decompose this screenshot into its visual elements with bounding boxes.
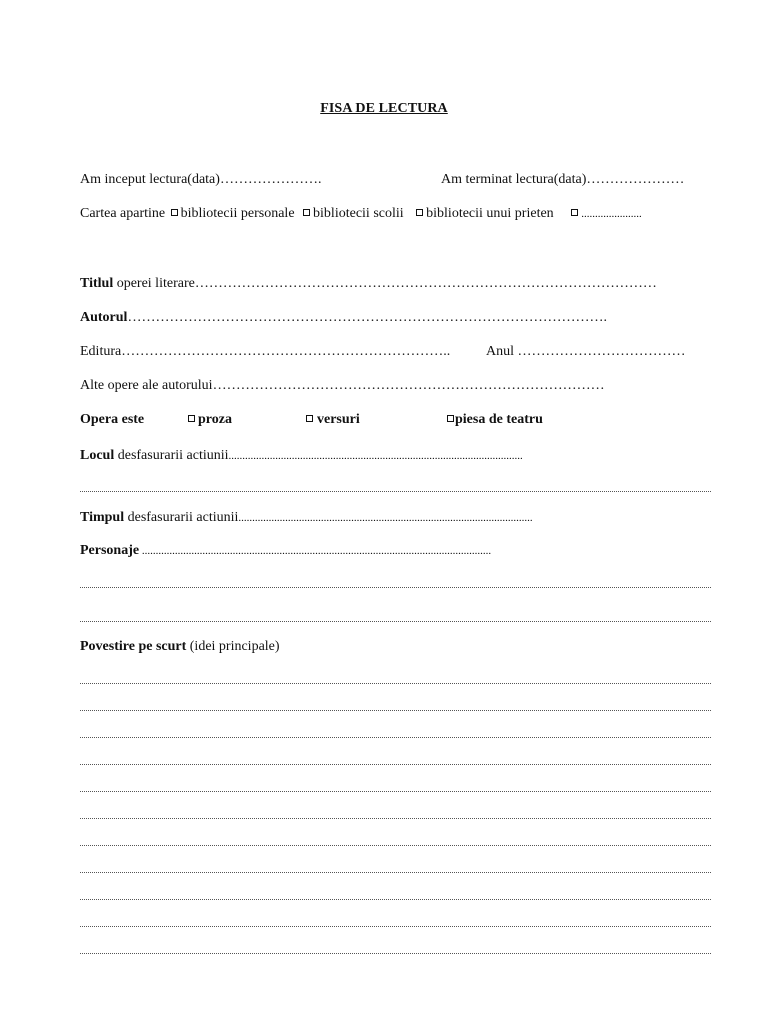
checkbox-school-library[interactable] — [303, 209, 310, 216]
summary-line-11[interactable] — [80, 953, 711, 954]
book-belongs-label: Cartea apartine — [80, 206, 166, 221]
summary-line-4[interactable] — [80, 764, 711, 765]
title-field-label: operei literare — [113, 276, 195, 291]
work-type-label: Opera este — [80, 412, 145, 427]
start-date-dots: …………………. — [219, 172, 322, 187]
option-verse: versuri — [317, 412, 360, 427]
title-field-dots: ……………………………………………………………………………………… — [194, 276, 657, 291]
characters-answer-line-2[interactable] — [80, 621, 711, 622]
option-friend-library: bibliotecii unui prieten — [426, 206, 554, 221]
place-label-bold: Locul — [80, 448, 115, 463]
time-label: desfasurarii actiunii — [124, 510, 239, 525]
checkbox-prose[interactable] — [188, 415, 195, 422]
option-personal-library: bibliotecii personale — [180, 206, 295, 221]
end-date-field[interactable] — [441, 171, 684, 189]
page-title: FISA DE LECTURA — [320, 101, 448, 116]
time-field[interactable] — [80, 509, 712, 527]
checkbox-play[interactable] — [447, 415, 454, 422]
end-date-label: Am terminat lectura(data) — [441, 172, 587, 187]
option-school-library: bibliotecii scolii — [313, 206, 404, 221]
author-field-label: Autorul — [80, 310, 128, 325]
start-date-field[interactable] — [80, 171, 321, 189]
year-dots: ……………………………… — [517, 344, 686, 359]
place-label: desfasurarii actiunii — [114, 448, 229, 463]
work-type-prose[interactable] — [188, 411, 232, 429]
other-works-label: Alte opere ale autorului — [80, 378, 213, 393]
checkbox-verse[interactable] — [306, 415, 313, 422]
author-field-dots: …………………………………………………………………………………………. — [127, 310, 607, 325]
summary-line-3[interactable] — [80, 737, 711, 738]
publisher-field[interactable] — [80, 343, 450, 361]
checkbox-friend-library[interactable] — [416, 209, 423, 216]
checkbox-other[interactable] — [571, 209, 578, 216]
year-label: Anul — [486, 344, 514, 359]
summary-line-6[interactable] — [80, 818, 711, 819]
start-date-label: Am inceput lectura(data) — [80, 172, 220, 187]
book-belongs-row — [80, 205, 642, 223]
work-type-play[interactable] — [447, 411, 543, 429]
end-date-dots: ………………… — [586, 172, 685, 187]
summary-label-bold: Povestire pe scurt — [80, 639, 187, 654]
work-type-verse[interactable] — [306, 411, 360, 429]
summary-line-9[interactable] — [80, 899, 711, 900]
place-answer-line[interactable] — [80, 491, 711, 492]
publisher-dots: …………………………………………………………….. — [121, 344, 451, 359]
characters-field[interactable] — [80, 542, 712, 560]
summary-line-5[interactable] — [80, 791, 711, 792]
characters-label: Personaje — [80, 543, 140, 558]
checkbox-personal-library[interactable] — [171, 209, 178, 216]
summary-label: (idei principale) — [186, 639, 280, 654]
other-works-dots: ………………………………………………………………………… — [212, 378, 605, 393]
year-field[interactable] — [486, 343, 686, 361]
summary-line-8[interactable] — [80, 872, 711, 873]
option-prose: proza — [198, 412, 232, 427]
summary-line-2[interactable] — [80, 710, 711, 711]
time-dots: ........................................................................................................... — [238, 512, 533, 524]
place-field[interactable] — [80, 447, 712, 465]
option-play: piesa de teatru — [455, 412, 543, 427]
place-dots: ........................................................................................................... — [228, 450, 523, 462]
summary-line-10[interactable] — [80, 926, 711, 927]
summary-heading — [80, 638, 712, 656]
publisher-label: Editura — [80, 344, 122, 359]
characters-dots: ............................................................................................................................... — [139, 545, 492, 557]
title-field[interactable] — [80, 275, 712, 293]
characters-answer-line-1[interactable] — [80, 587, 711, 588]
summary-line-7[interactable] — [80, 845, 711, 846]
author-field[interactable] — [80, 309, 712, 327]
summary-line-1[interactable] — [80, 683, 711, 684]
title-field-label-bold: Titlul — [80, 276, 114, 291]
time-label-bold: Timpul — [80, 510, 125, 525]
option-other-dots: ...................... — [581, 208, 642, 220]
other-works-field[interactable] — [80, 377, 712, 395]
